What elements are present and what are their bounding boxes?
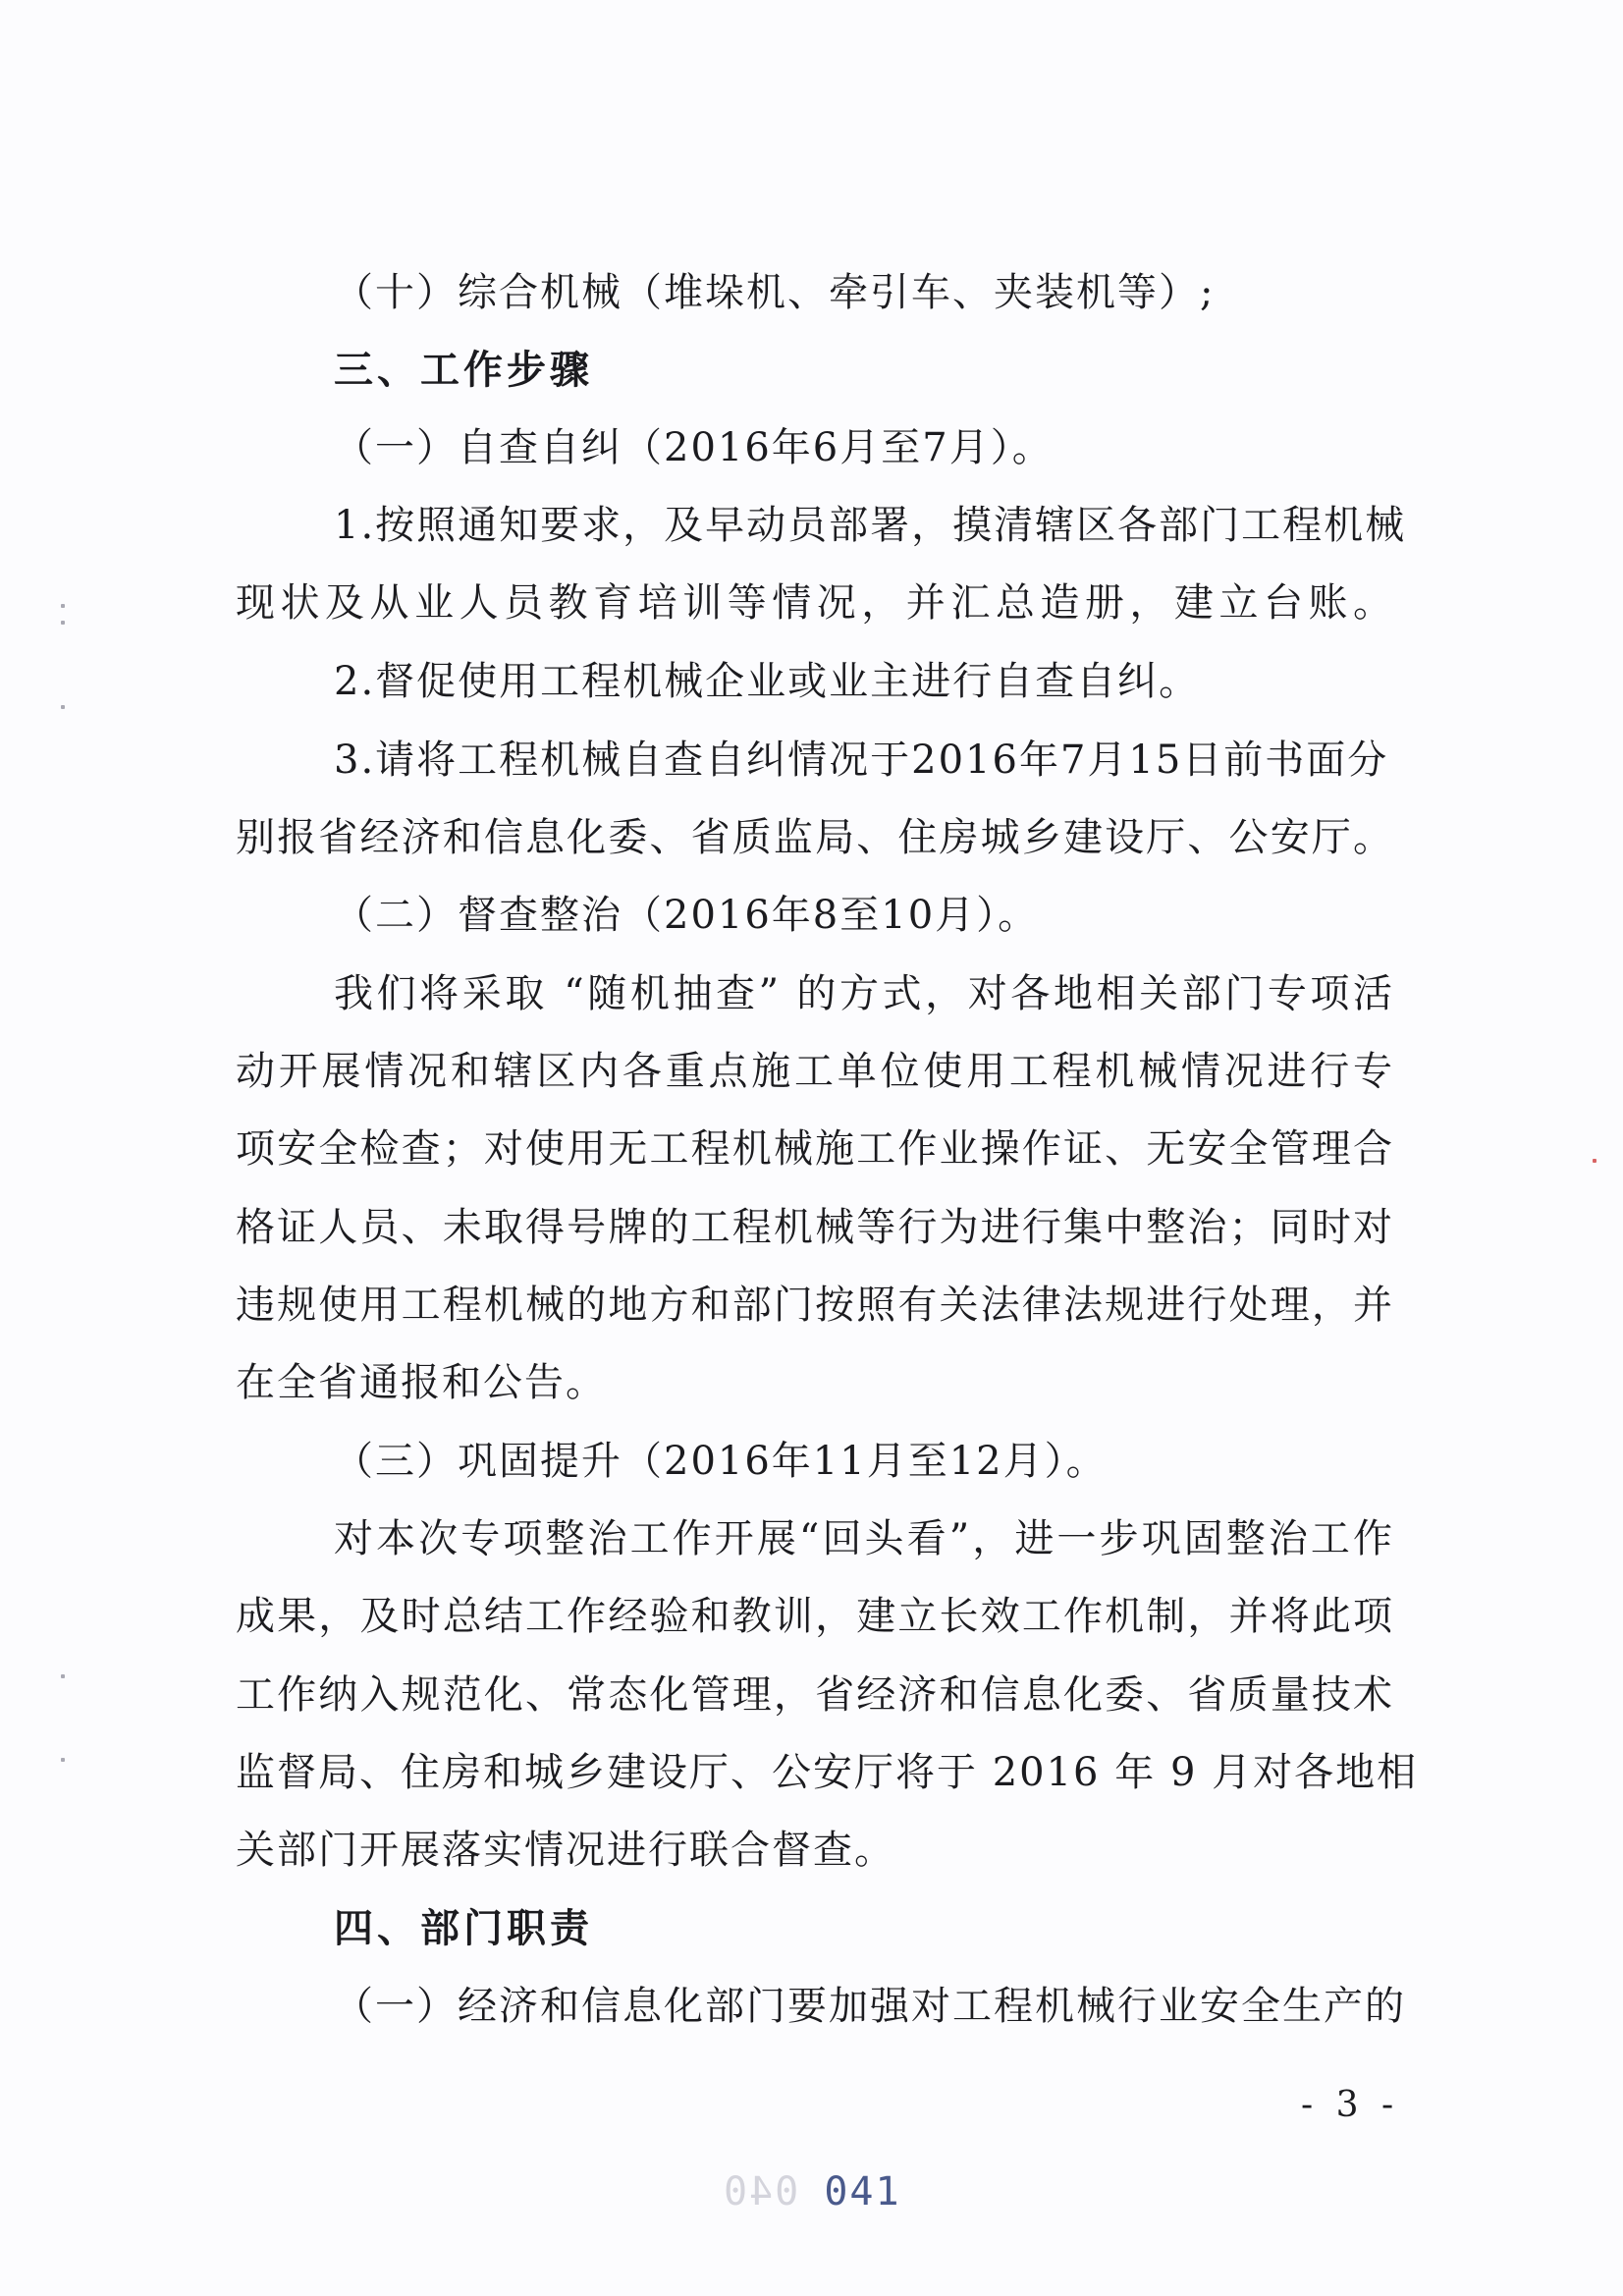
text-line-17: 对本次专项整治工作开展“回头看”，进一步巩固整治工作 <box>334 1516 1394 1561</box>
text-line-18: 成果，及时总结工作经验和教训，建立长效工作机制，并将此项 <box>236 1594 1394 1639</box>
stamp-ghost-number: 040 <box>722 2169 799 2214</box>
scan-speck <box>61 1758 65 1762</box>
text-line-19: 工作纳入规范化、常态化管理，省经济和信息化委、省质量技术 <box>236 1672 1394 1718</box>
scan-speck <box>61 604 65 608</box>
text-line-8: 别报省经济和信息化委、省质监局、住房城乡建设厅、公安厅。 <box>236 815 1394 860</box>
text-line-4: 1.按照通知要求，及早动员部署，摸清辖区各部门工程机械 <box>334 503 1407 548</box>
text-line-14: 违规使用工程机械的地方和部门按照有关法律法规进行处理，并 <box>236 1283 1394 1328</box>
section-heading-3: 三、工作步骤 <box>334 348 593 393</box>
text-line-10: 我们将采取 “随机抽查” 的方式，对各地相关部门专项活 <box>334 971 1394 1016</box>
scan-speck <box>61 705 65 709</box>
text-line-1: （十）综合机械（堆垛机、牵引车、夹装机等）; <box>334 270 1216 315</box>
scan-speck <box>1593 1159 1596 1163</box>
stamp-number: 041 <box>824 2169 901 2214</box>
text-line-21: 关部门开展落实情况进行联合督查。 <box>236 1828 895 1873</box>
subsection-heading-3: （三）巩固提升（2016年11月至12月）。 <box>334 1439 1108 1484</box>
text-line-6: 2.督促使用工程机械企业或业主进行自查自纠。 <box>334 659 1201 704</box>
text-line-11: 动开展情况和辖区内各重点施工单位使用工程机械情况进行专 <box>236 1049 1394 1094</box>
text-line-5: 现状及从业人员教育培训等情况，并汇总造册，建立台账。 <box>236 580 1394 626</box>
scan-speck <box>61 1674 65 1678</box>
text-line-12: 项安全检查；对使用无工程机械施工作业操作证、无安全管理合 <box>236 1126 1394 1172</box>
text-line-15: 在全省通报和公告。 <box>236 1360 607 1405</box>
text-line-20: 监督局、住房和城乡建设厅、公安厅将于 2016 年 9 月对各地相 <box>236 1750 1419 1795</box>
section-heading-4: 四、部门职责 <box>334 1906 593 1951</box>
subsection-heading-1: （一）自查自纠（2016年6月至7月）。 <box>334 425 1054 470</box>
page-number: - 3 - <box>1301 2085 1400 2125</box>
text-line-23: （一）经济和信息化部门要加强对工程机械行业安全生产的 <box>334 1984 1406 2029</box>
text-line-13: 格证人员、未取得号牌的工程机械等行为进行集中整治；同时对 <box>236 1205 1394 1250</box>
scan-speck <box>61 621 65 625</box>
text-line-7: 3.请将工程机械自查自纠情况于2016年7月15日前书面分 <box>334 738 1389 783</box>
document-serial-stamp <box>722 2170 901 2214</box>
subsection-heading-2: （二）督查整治（2016年8至10月）。 <box>334 893 1040 938</box>
